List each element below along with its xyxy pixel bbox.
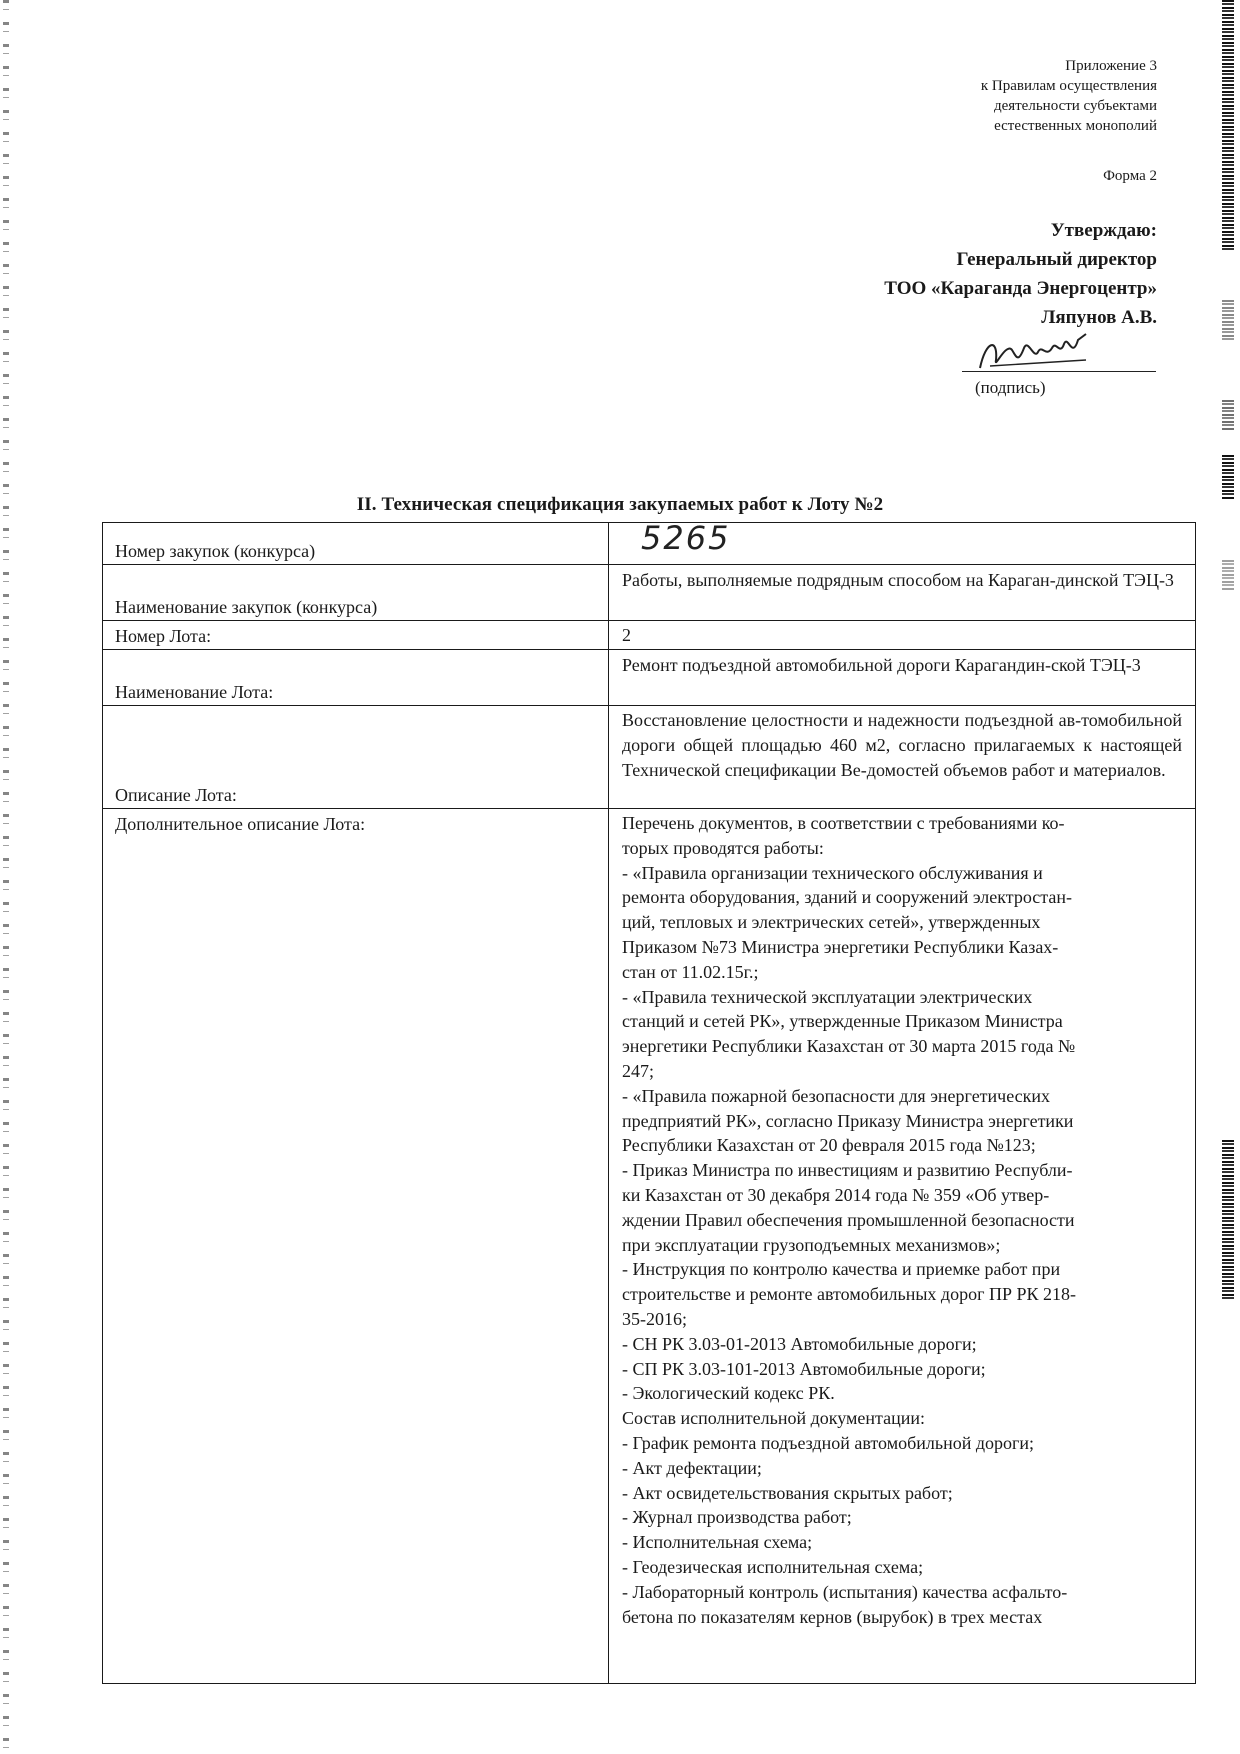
list-item: Приказом №73 Министра энергетики Республики Казах- [622, 936, 1059, 957]
additional-description-value [622, 811, 1182, 1629]
list-item: - График ремонта подъездной автомобильной дороги; [622, 1432, 1035, 1453]
list-item: ждении Правил обеспечения промышленной безопасности [622, 1209, 1075, 1230]
list-item: 35-2016; [622, 1308, 687, 1329]
document-title: II. Техническая спецификация закупаемых работ к Лоту №2 [356, 494, 884, 515]
additional-description-label: Дополнительное описание Лота: [115, 814, 366, 834]
appendix-line: естественных монополий [994, 118, 1157, 134]
form-number: Форма 2 [1103, 168, 1157, 184]
appendix-line: Приложение 3 [1065, 58, 1157, 74]
list-item: станций и сетей РК», утвержденные Приказом Министра [622, 1011, 1063, 1032]
list-item: энергетики Республики Казахстан от 30 марта 2015 года № [622, 1036, 1076, 1057]
lot-name-label: Наименование Лота: [115, 682, 274, 702]
approval-line: ТОО «Караганда Энергоцентр» [884, 278, 1157, 299]
approval-line: Утверждаю: [1050, 220, 1157, 241]
procurement-number-value: 5265 [641, 519, 731, 557]
scan-edge-left [3, 0, 9, 1754]
list-item: - «Правила организации технического обслуживания и [622, 862, 1043, 883]
lot-number-value: 2 [622, 625, 631, 645]
list-item: предприятий РК», согласно Приказу Министра энергетики [622, 1110, 1074, 1131]
list-item: - СН РК 3.03-01-2013 Автомобильные дороги; [622, 1333, 977, 1354]
table-row [103, 650, 1195, 706]
list-item: - «Правила пожарной безопасности для энергетических [622, 1085, 1051, 1106]
list-item: при эксплуатации грузоподъемных механизмов»; [622, 1234, 1001, 1255]
table-row [103, 565, 1195, 621]
appendix-line: деятельности субъектами [993, 98, 1157, 114]
appendix-note [981, 56, 1157, 136]
list-item: - СП РК 3.03-101-2013 Автомобильные дороги; [622, 1358, 986, 1379]
list-item: бетона по показателям кернов (вырубок) в трех местах [622, 1606, 1043, 1627]
appendix-line: к Правилам осуществления [980, 78, 1157, 94]
table-row [103, 706, 1195, 809]
procurement-name-label: Наименование закупок (конкурса) [115, 597, 378, 617]
table-row [103, 519, 1195, 565]
list-item: стан от 11.02.15г.; [622, 961, 759, 982]
lot-description-label: Описание Лота: [115, 785, 237, 805]
list-item: Республики Казахстан от 20 февраля 2015 года №123; [622, 1135, 1036, 1156]
procurement-number-label: Номер закупок (конкурса) [115, 541, 316, 561]
list-item: - Журнал производства работ; [622, 1507, 852, 1528]
approval-block [884, 216, 1157, 332]
list-item: - Акт дефектации; [622, 1457, 762, 1478]
list-item: 247; [622, 1060, 655, 1081]
list-item: строительстве и ремонте автомобильных дорог ПР РК 218- [622, 1284, 1076, 1305]
list-item: ций, тепловых и электрических сетей», утвержденных [622, 912, 1041, 933]
list-item: - Инструкция по контролю качества и приемке работ при [622, 1259, 1061, 1280]
list-item: - Лабораторный контроль (испытания) качества асфальто- [622, 1581, 1068, 1602]
table-row [103, 621, 1195, 650]
approval-line: Ляпунов А.В. [1041, 307, 1157, 328]
signature-mark [976, 330, 1094, 376]
signature-line [962, 371, 1156, 372]
list-item: Состав исполнительной документации: [622, 1408, 925, 1429]
lot-name-value: Ремонт подъездной автомобильной дороги Карагандин-ской ТЭЦ-3 [622, 655, 1141, 675]
list-item: ремонта оборудования, зданий и сооружений электростан- [622, 887, 1072, 908]
list-item: - Экологический кодекс РК. [622, 1383, 835, 1404]
list-item: - Исполнительная схема; [622, 1532, 813, 1553]
scan-edge-right [1222, 0, 1234, 1754]
list-item: торых проводятся работы: [622, 837, 824, 858]
lot-description-value: Восстановление целостности и надежности подъездной ав-томобильной дороги общей площадью 460 м2, согласно прилагаемых к настоящей Технической спецификации Ве-домостей объемов работ и материалов. [622, 710, 1182, 780]
table-row [103, 809, 1195, 1685]
list-item: ки Казахстан от 30 декабря 2014 года № 359 «Об утвер- [622, 1184, 1050, 1205]
procurement-name-value: Работы, выполняемые подрядным способом на Караган-динской ТЭЦ-3 [622, 570, 1174, 590]
list-item: Перечень документов, в соответствии с требованиями ко- [622, 813, 1065, 833]
lot-number-label: Номер Лота: [115, 626, 212, 646]
list-item: - Геодезическая исполнительная схема; [622, 1556, 924, 1577]
specification-table [102, 519, 1196, 1684]
list-item: - «Правила технической эксплуатации электрических [622, 986, 1033, 1007]
approval-line: Генеральный директор [956, 249, 1157, 270]
list-item: - Приказ Министра по инвестициям и развитию Республи- [622, 1160, 1073, 1181]
signature-caption: (подпись) [975, 378, 1046, 397]
list-item: - Акт освидетельствования скрытых работ; [622, 1482, 953, 1503]
